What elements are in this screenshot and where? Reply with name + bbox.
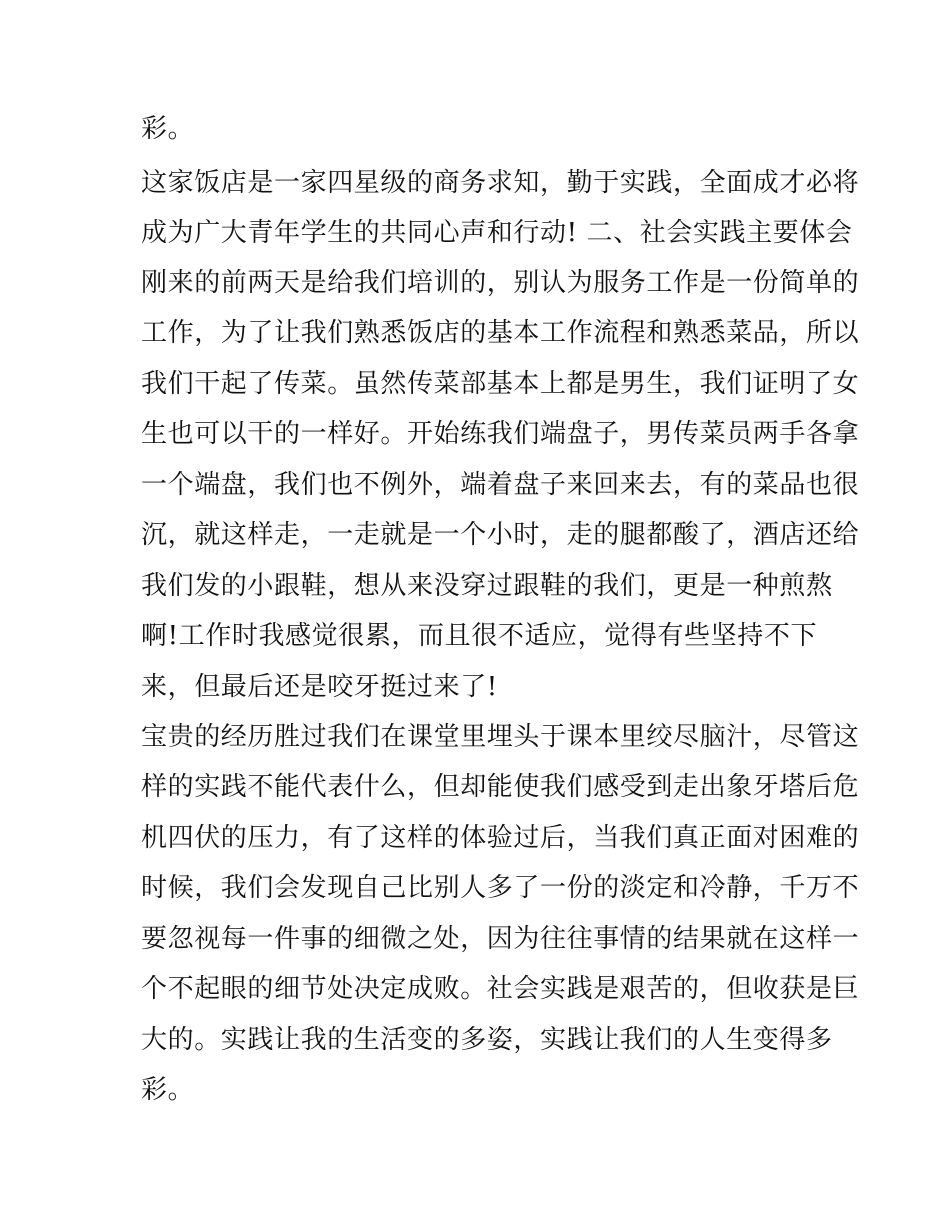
text-line: 沉，就这样走，一走就是一个小时，走的腿都酸了，酒店还给: [141, 520, 860, 550]
text-line: 生也可以干的一样好。开始练我们端盘子，男传菜员两手各拿: [141, 419, 860, 449]
text-line: 大的。实践让我的生活变的多姿，实践让我们的人生变得多: [141, 1025, 833, 1055]
text-line: 个不起眼的细节处决定成败。社会实践是艰苦的，但收获是巨: [141, 974, 860, 1004]
text-line: 工作，为了让我们熟悉饭店的基本工作流程和熟悉菜品，所以: [141, 318, 860, 348]
text-line: 刚来的前两天是给我们培训的，别认为服务工作是一份简单的: [141, 268, 860, 298]
text-line: 我们干起了传菜。虽然传菜部基本上都是男生，我们证明了女: [141, 369, 860, 399]
text-line: 这家饭店是一家四星级的商务求知，勤于实践，全面成才必将: [141, 168, 860, 198]
text-line: 机四伏的压力，有了这样的体验过后，当我们真正面对困难的: [141, 823, 860, 853]
text-line: 彩。: [141, 1075, 195, 1105]
text-line: 来，但最后还是咬牙挺过来了!: [141, 672, 498, 702]
text-line: 成为广大青年学生的共同心声和行动! 二、社会实践主要体会: [141, 218, 853, 248]
text-line: 我们发的小跟鞋，想从来没穿过跟鞋的我们，更是一种煎熬: [141, 571, 833, 601]
text-line: 啊!工作时我感觉很累，而且很不适应，觉得有些坚持不下: [141, 621, 818, 651]
text-line: 样的实践不能代表什么，但却能使我们感受到走出象牙塔后危: [141, 772, 860, 802]
text-line: 彩。: [141, 114, 195, 144]
text-line: 时候，我们会发现自己比别人多了一份的淡定和冷静，千万不: [141, 873, 860, 903]
text-line: 要忽视每一件事的细微之处，因为往往事情的结果就在这样一: [141, 924, 860, 954]
text-line: 一个端盘，我们也不例外，端着盘子来回来去，有的菜品也很: [141, 470, 860, 500]
text-line: 宝贵的经历胜过我们在课堂里埋头于课本里绞尽脑汁，尽管这: [141, 722, 860, 752]
